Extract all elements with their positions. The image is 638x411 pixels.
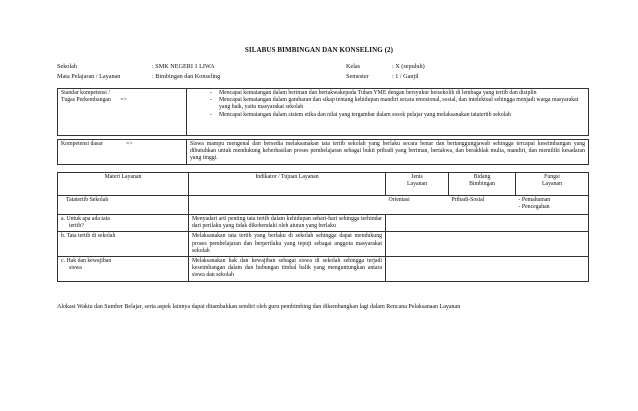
mapel-label: Mata Pelajaran / Layanan [57,73,121,80]
kelas-label: Kelas [346,63,361,70]
table-row [58,232,589,257]
row-materi-line1: c. Hak dan kewajiban [61,258,112,265]
standar-items-cell [187,89,589,136]
summary-indikator-empty [189,196,386,215]
standar-label-cell [58,89,187,136]
header-fungsi [516,173,589,196]
document-title: SILABUS BIMBINGAN DAN KONSELING (2) [244,46,394,54]
layanan-table [57,172,589,282]
row-bidang-empty [449,232,516,257]
row-materi-line2: tertib? [69,223,84,230]
standar-list [209,90,585,119]
table-row [58,196,589,215]
sekolah-label: Sekolah [57,63,77,70]
kompetensi-label-cell [58,140,187,165]
row-materi [58,257,189,282]
header-fungsi-line2: Layanan [542,181,562,188]
standar-label-line2 [61,97,183,104]
kelas-value: : X (sepuluh) [392,63,425,70]
row-materi-line1: a. Untuk apa ada tata [61,216,110,222]
row-materi-line2: siswa [69,265,82,272]
row-jenis-empty [386,257,449,282]
mapel-value: : Bimbingan dan Konseling [152,73,221,80]
row-materi-line1: b. Tata tertib di sekolah [61,233,116,240]
kompetensi-dasar-table [57,139,589,165]
header-jenis [386,173,449,196]
standar-kompetensi-table [57,88,589,136]
header-jenis-line1: Jenis [411,174,423,180]
header-jenis-line2: Layanan [407,181,427,188]
row-materi [58,215,189,232]
standar-item: - Mencapai kematangan dalam sistem etika dan nilai yang tergambar dalam sosok pelajar yang melaksanakan tatatertib sekolah [209,112,585,119]
standar-item: - Mencapai kematangan dalam beriman dan bertakwakepada Tuhan YME dengan bersyukur beisekolih di lembaga yang tertib dan disiplin [209,90,585,97]
standar-arrow: => [120,97,127,104]
row-fungsi-empty [516,257,589,282]
header-bidang [449,173,516,196]
table-header-row [58,173,589,196]
row-jenis-empty [386,215,449,232]
header-bidang-line2: Bimbingan [469,181,495,188]
standar-label-line1: Standar kompetensi / [61,90,110,96]
row-materi [58,232,189,257]
kompetensi-label: Kompetensi dasar [61,141,103,147]
standar-label-text: Tugas Perkembangan [61,97,111,104]
summary-fungsi-line1: - Pemahaman [518,197,551,203]
header-indikator: Indikator / Tujuan Layanan [189,173,386,196]
row-fungsi-empty [516,232,589,257]
sekolah-value: : SMK NEGERI 1 LIWA [152,63,215,70]
standar-item: - Mencapai kematangan dalam gambaran dan sikap tentang kehidupan mandiri secara emosional, sosial, dan intelektual sehingga menjadi warga masyarakat yang baik, yaitu masyarakat sekolah [209,97,585,111]
summary-fungsi-line2: - Pencegahan [518,204,550,211]
header-bidang-line1: Bidang [473,174,491,180]
row-jenis-empty [386,232,449,257]
row-fungsi-empty [516,215,589,232]
semester-label: Semester [346,73,369,80]
footer-note: Alokasi Waktu dan Sumber Belajar, serta aspek lainnya dapat ditambahkan sendiri oleh guru pembimbing dan dikembangkan lagi dalam Rencana Pelaksanaan Layanan [57,304,461,310]
kompetensi-text: Siswa mampu mengenal dan bersedia melaksanakan tata tertib sekolah yang berlaku secara benar dan bertanggungjawab sehingga tercapai keseimbangan yang dibutuhkan untuk mendukung keberhasilan proses pembelajaran sebagai bukti pribadi yang beriman, bertakwa, dan berakhlak mulia, mandiri, dan memiliki kesadaran yang tinggi. [187,140,589,165]
summary-materi: Tatatertib Sekolah [58,196,189,215]
row-indikator: Melaksanakan hak dan kewajiban sebagai siswa di sekolah sehingga terjadi keseimbangan dalam dan hubungan timbal balik yang menguntungkan antara siswa dan sekolah [189,257,386,282]
row-indikator: Melaksanakan tata tertib yang berlaku di sekolah sehingga dapat mendukung proses pembelajaran dan berperilaku yang tepuji sebagai anggota masyarakat sekolah [189,232,386,257]
semester-value: : 1 / Ganjil [392,73,419,80]
summary-jenis: Orientasi [386,196,449,215]
header-materi: Materi Layanan [58,173,189,196]
summary-bidang: Pribadi-Sosial [449,196,516,215]
header-fungsi-line1: Fungsi [544,174,560,180]
kompetensi-arrow: => [126,141,133,147]
summary-fungsi [516,196,589,215]
row-bidang-empty [449,257,516,282]
table-row [58,215,589,232]
row-indikator: Menyadari arti penting tata tertib dalam kehidupan sehari-hari sehingga terhindar dari perilaku yang tidak dikehendaki oleh aturan yang berlaku [189,215,386,232]
table-row [58,257,589,282]
row-bidang-empty [449,215,516,232]
